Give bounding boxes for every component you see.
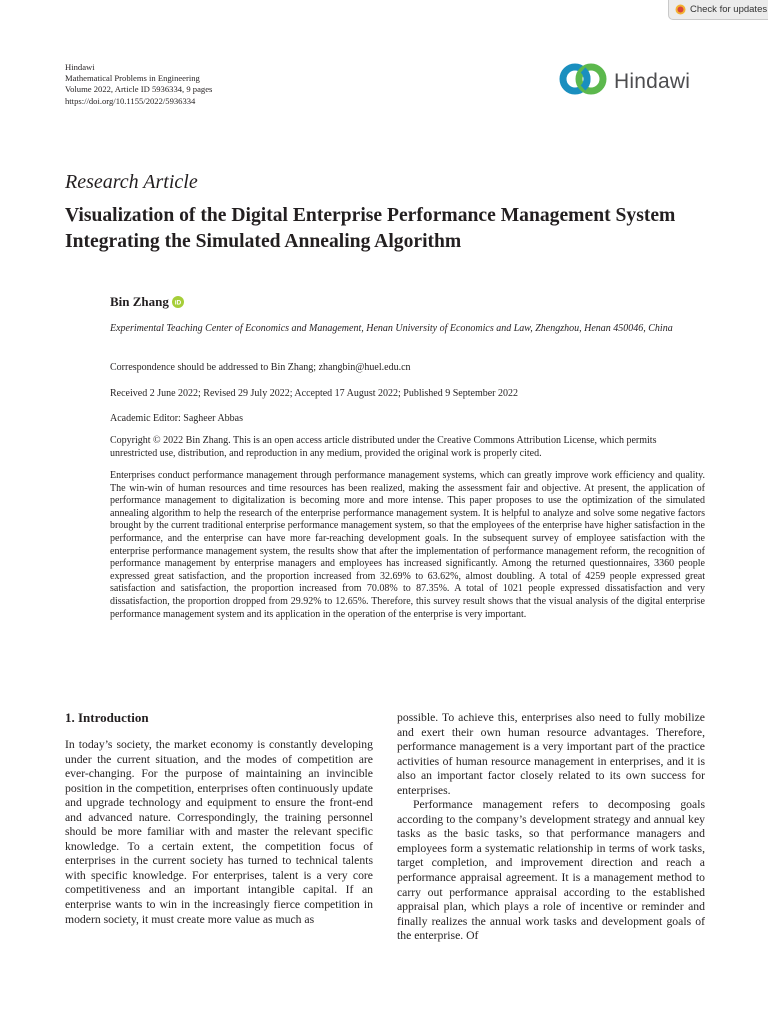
section-heading: 1. Introduction [65, 710, 149, 725]
journal-name: Mathematical Problems in Engineering [65, 73, 200, 84]
hindawi-logo-text: Hindawi [614, 69, 691, 93]
check-for-updates-button[interactable] [668, 0, 768, 20]
volume-line: Volume 2022, Article ID 5936334, 9 pages [65, 84, 213, 95]
orcid-icon[interactable] [172, 296, 184, 308]
svg-text:iD: iD [174, 299, 182, 307]
journal-meta [65, 62, 212, 107]
right-column [397, 711, 705, 944]
publication-dates: Received 2 June 2022; Revised 29 July 2022; Accepted 17 August 2022; Published 9 September 2022 [110, 388, 519, 399]
doi-link[interactable]: https://doi.org/10.1155/2022/5936334 [65, 95, 196, 106]
correspondence: Correspondence should be addressed to Bin Zhang; zhangbin@huel.edu.cn [110, 362, 411, 373]
hindawi-logo-icon [558, 62, 608, 101]
abstract: Enterprises conduct performance management through performance management systems, which can greatly improve work efficiency and quality. The win-win of human resources and time resources has been realized, making the assessment fair and objective. At present, the application of performance management to digitalization is becoming more and more intense. This paper proposes to use the optimization of the simulated annealing algorithm to help the research of the enterprise performance management system. It is helpful to analyze and solve some negative factors brought by the current traditional enterprise performance management system, so that the employees of the enterprise have higher satisfaction in the performance, and the enterprise can have more far-reaching development goals. In the subsequent survey of employee satisfaction with the enterprise performance management system, the results show that after the implementation of performance management reform, the recognition of performance management by enterprise managers and employees has increased significantly. Among the returned questionnaires, 3360 people expressed great satisfaction, and the proportion increased from 32.69% to 63.62%, almost doubling. A total of 4259 people expressed great satisfaction and satisfaction, the proportion increased from 70.08% to 87.35%. A total of 1021 people expressed dissatisfaction and very dissatisfaction, the proportion dropped from 29.92% to 12.65%. Therefore, this survey result shows that the visual analysis of the digital enterprise performance management system and its application in the operation of the enterprise is very important. [110, 470, 705, 620]
intro-paragraph-3: Performance management refers to decomposing goals according to the company’s development strategy and annual key tasks as the basic tasks, so that performance managers and employees form a systematic relationship in terms of work tasks, target completion, and improvement direction and reach a performance appraisal agreement. It is a management method to carry out performance appraisal according to the established appraisal plan, which plays a role of incentive or reminder and finally realizes the annual work tasks and development goals of the enterprise. Of [397, 798, 705, 943]
check-for-updates-label: Check for updates [690, 4, 768, 15]
article-title: Visualization of the Digital Enterprise Performance Management System Integrating the Simulated Annealing Algorithm [65, 205, 676, 252]
hindawi-logo[interactable] [558, 62, 690, 101]
affiliation: Experimental Teaching Center of Economics and Management, Henan University of Economics and Law, Zhengzhou, Henan 450046, China [110, 323, 673, 334]
author [110, 294, 184, 310]
publisher-name: Hindawi [65, 62, 95, 72]
intro-paragraph-2: possible. To achieve this, enterprises also need to fully mobilize and exert their own human resource advantages. Therefore, performance management is a very important part of the practice activities of human resource management in enterprises, and it is also an important factor closely related to its own success for enterprises. [397, 711, 705, 797]
academic-editor: Academic Editor: Sagheer Abbas [110, 413, 244, 424]
intro-paragraph-1: In today’s society, the market economy is constantly developing under the current situation, and the modes of competition are ever-changing. For the purpose of maintaining an invincible position in the competition, enterprises often continuously update and upgrade technology and equipment to ensure the front-end and advanced nature. Correspondingly, the training personnel should be more familiar with and master the relevant specific knowledge. To a certain extent, the competition focus of enterprises in the current society has turned to technical talents with specific knowledge. For enterprises, talent is a very core competitiveness and an important intangible capital. If an enterprise wants to win in the increasingly fierce competition in modern society, it must create more value as much as [65, 738, 373, 926]
copyright-notice: Copyright © 2022 Bin Zhang. This is an open access article distributed under the Creative Commons Attribution License, which permits unrestricted use, distribution, and reproduction in any medium, provided the original work is properly cited. [110, 435, 657, 459]
article-type: Research Article [65, 171, 198, 193]
left-column [65, 710, 373, 927]
check-for-updates-icon [675, 4, 686, 15]
author-name[interactable]: Bin Zhang [110, 294, 169, 309]
